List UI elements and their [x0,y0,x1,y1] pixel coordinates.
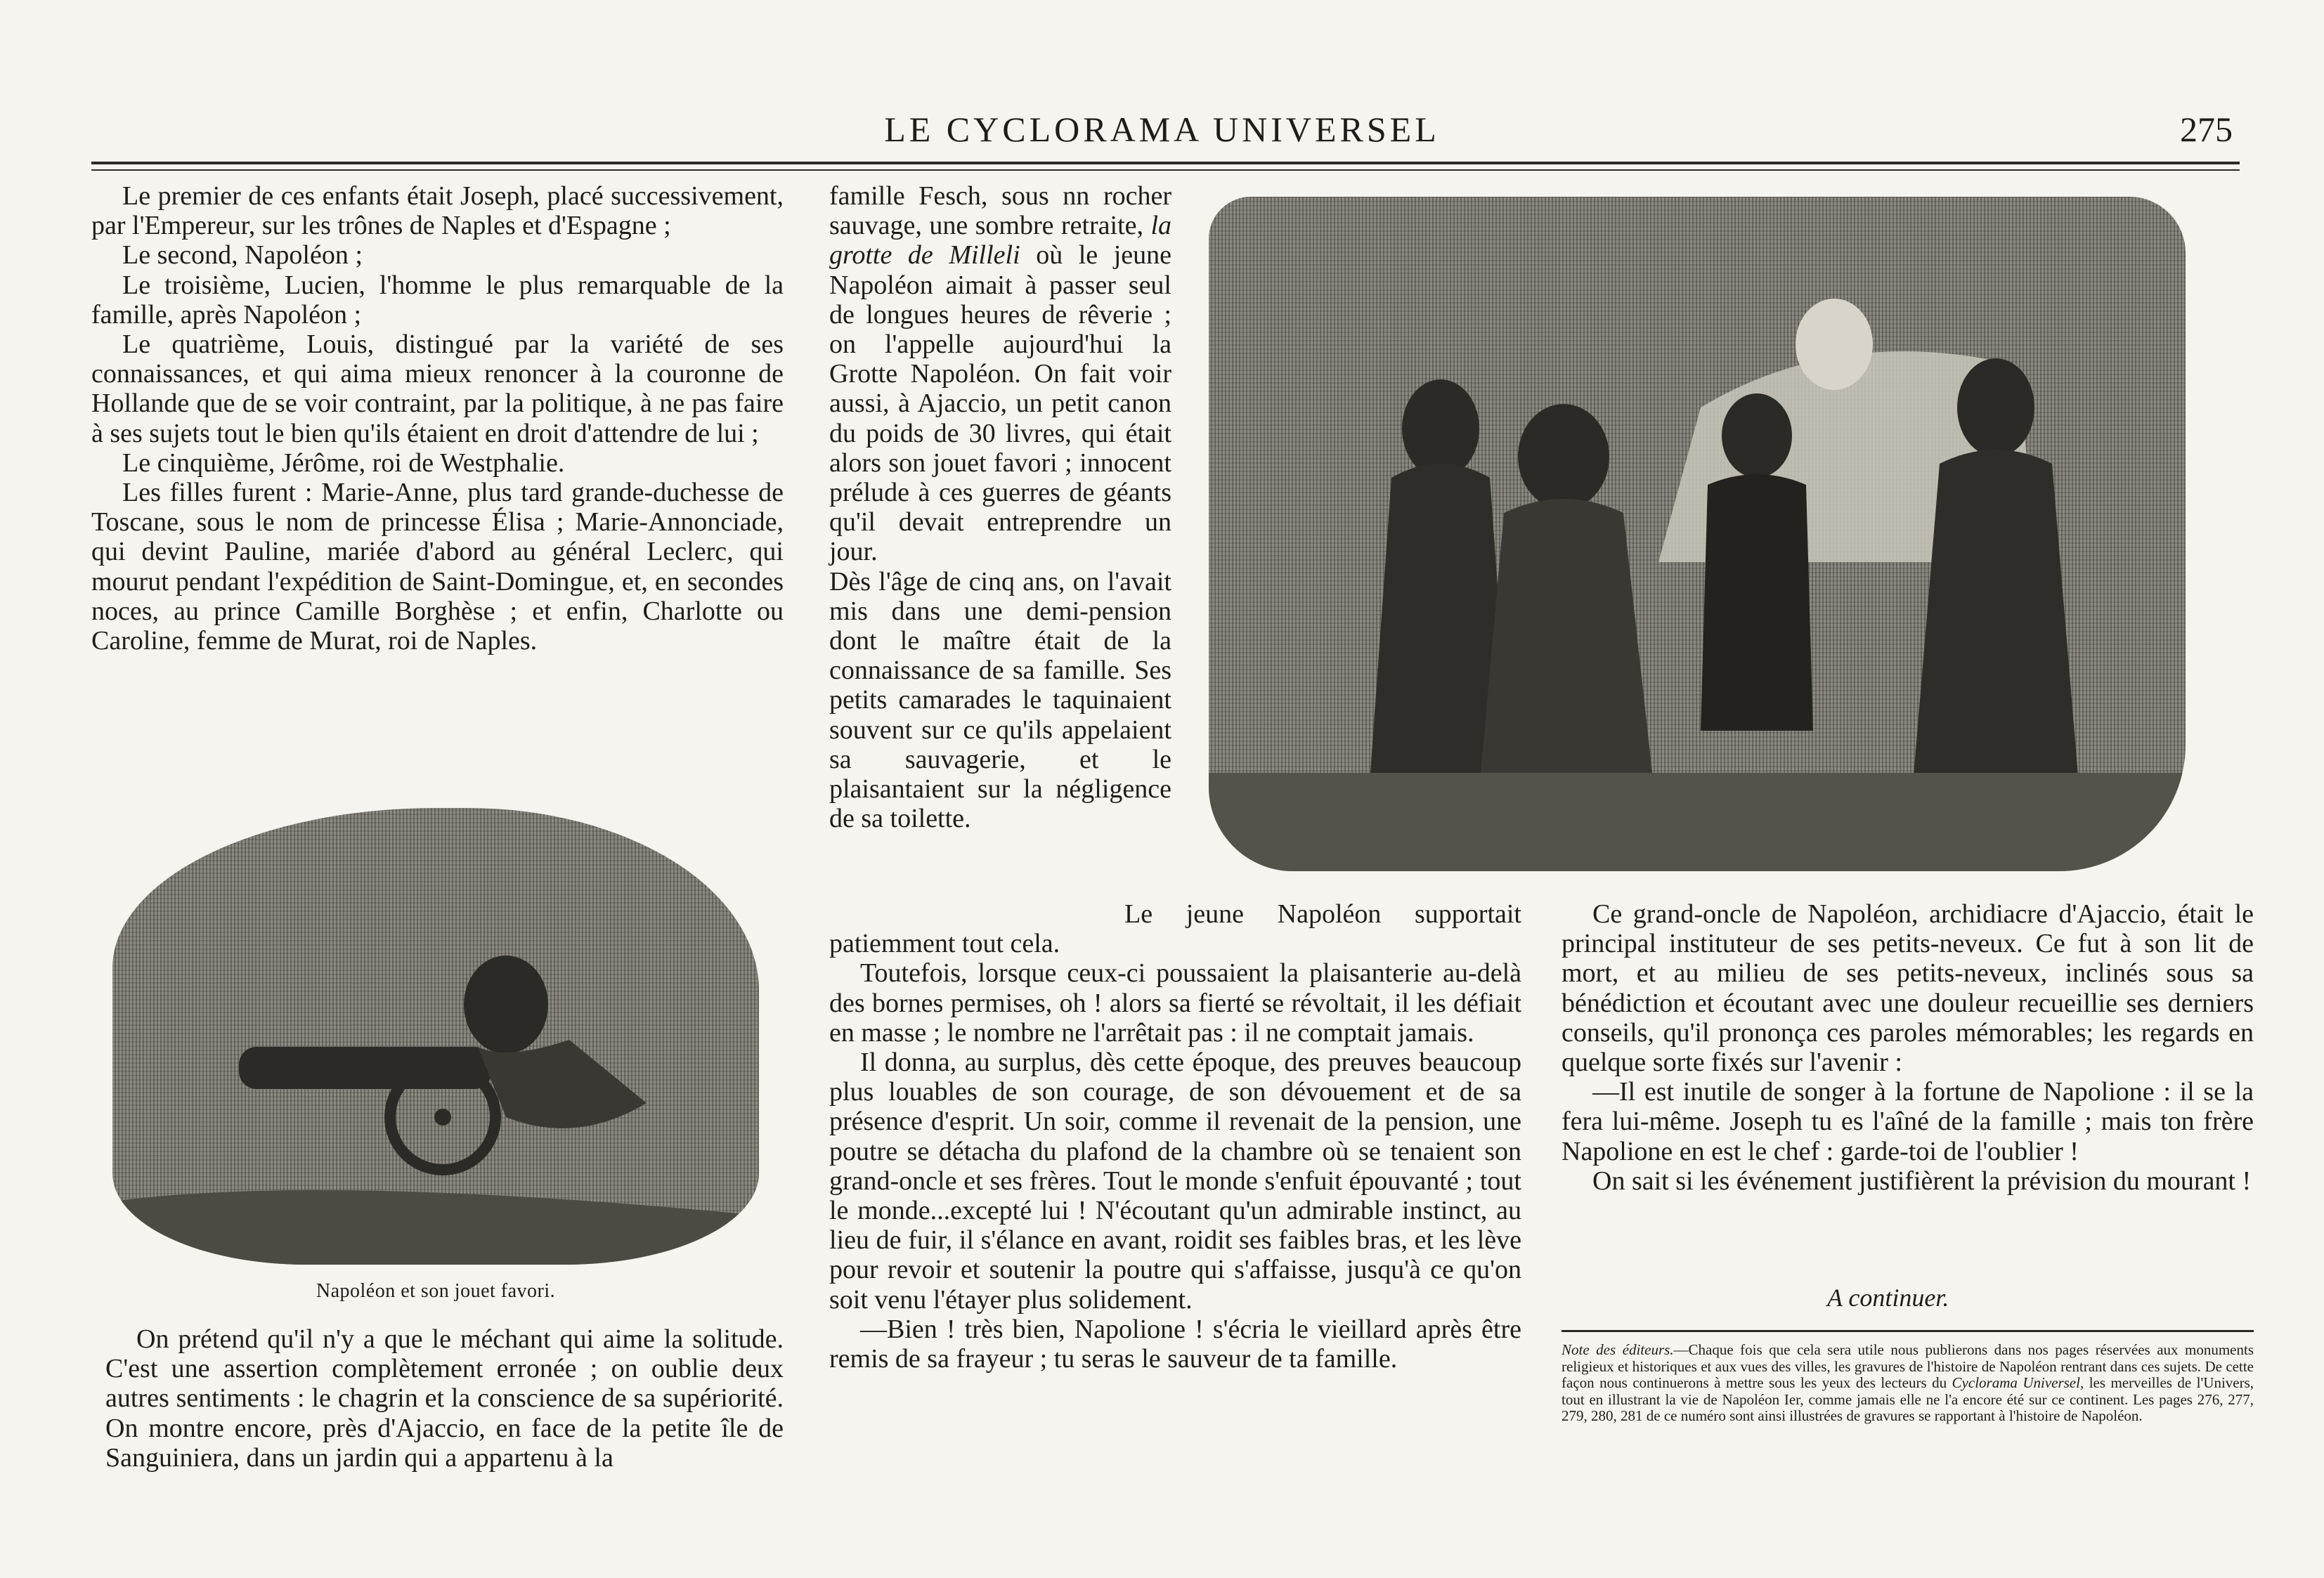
paragraph: Le cinquième, Jérôme, roi de Westphalie. [122,448,565,478]
illustration-deathbed-scene [1209,197,2186,871]
text-run: où le jeune Napoléon aimait à passer seul de longues heures de rêverie ; on l'appelle aujourd'hui la Grotte Napoléon. On fait voir aussi, à Ajaccio, un petit canon du poids de 30 livres, qui était alors son jouet favori ; innocent prélude à ces guerres de géants qu'il devait entreprendre un jour. [829,240,1171,567]
paragraph: Le quatrième, Louis, distingué par la variété de ses connaissances, et qui aima mieux renoncer à la couronne de Hollande que de se voir contraint, par la politique, à ne pas faire à ses sujets tout le bien qu'ils étaient en droit d'attendre de lui ; [91,330,784,448]
paragraph: Dès l'âge de cinq ans, on l'avait mis dans une demi-pension dont le maître était de la connaissance de sa famille. Ses petits camarades le taquinaient souvent sur ce qu'ils appelaient sa sauvagerie, et le plaisantaient sur la négligence de sa toilette. [829,566,1171,834]
paragraph: Le jeune Napoléon supportait patiemment tout cela. [829,899,1521,959]
paragraph: —Il est inutile de songer à la fortune de Napolione : il se la fera lui-même. Joseph tu es l'aîné de la famille ; mais ton frère Napolione en est le chef : garde-toi de l'oublier ! [1562,1077,2254,1166]
paragraph: Les filles furent : Marie-Anne, plus tard grande-duchesse de Toscane, sous le nom de princesse Élisa ; Marie-Annonciade, qui devint Pauline, mariée d'abord au général Leclerc, qui mourut pendant l'expédition de Saint-Domingue, et, en secondes noces, au prince Camille Borghèse ; et enfin, Charlotte ou Caroline, femme de Murat, roi de Naples. [91,478,784,656]
text-run: famille Fesch, sous nn rocher sauvage, une sombre retraite, [829,181,1171,241]
page-number: 275 [2180,110,2233,149]
paragraph: On prétend qu'il n'y a que le méchant qui aime la solitude. C'est une assertion complètement erronée ; on oublie deux autres sentiments : le chagrin et la conscience de sa supériorité. On montre encore, près d'Ajaccio, en face de la petite île de Sanguiniera, dans un jardin qui a appartenu à la [105,1324,784,1473]
paragraph: Toutefois, lorsque ceux-ci poussaient la plaisanterie au-delà des bornes permises, oh ! alors sa fierté se révoltait, il les défiait en masse ; le nombre ne l'arrêtait pas : il ne comptait jamais. [829,958,1521,1048]
column-3 [1562,899,2254,1196]
publication-title: LE CYCLORAMA UNIVERSEL [884,110,1440,149]
illustration-caption: Napoléon et son jouet favori. [316,1280,556,1302]
cannon-icon [112,808,759,1265]
column-1-top [91,181,784,656]
paragraph [829,181,1171,567]
paragraph: Le second, Napoléon ; [122,240,363,270]
publication-name: Cyclorama Universel, [1952,1374,2084,1391]
paragraph: On sait si les événement justifièrent la prévision du mourant ! [1592,1166,2252,1196]
family-scene-icon [1209,197,2186,871]
editor-note-text: —Chaque fois que cela sera utile nous publierons dans nos pages réservées aux monuments religieux et historiques et aux vues des villes, les gravures de l'histoire de Napoléon rentrant dans ces sujets. De cette façon nous continuerons à mettre sous les yeux des lecteurs du [1562,1341,2254,1391]
header-rule-thin [91,169,2240,171]
illustration-boy-with-cannon [112,808,759,1265]
editor-note-label: Note des éditeurs. [1562,1341,1674,1358]
paragraph: Il donna, au surplus, dès cette époque, des preuves beaucoup plus louables de son courage, de son dévouement et de sa présence d'esprit. Un soir, comme il revenait de la pension, une poutre se détacha du plafond de la chambre où se tenaient son grand-oncle et ses frères. Tout le monde s'enfuit épouvanté ; tout le monde...excepté lui ! N'écoutant qu'un admirable instinct, au lieu de fuir, il s'élance en avant, roidit ses faibles bras, et les lève pour revoir et soutenir la poutre qui s'affaisse, jusqu'à ce qu'on soit venu l'étayer plus solidement. [829,1048,1521,1315]
paragraph: Le premier de ces enfants était Joseph, placé successivement, par l'Empereur, sur les trônes de Naples et d'Espagne ; [91,181,784,241]
place-name: la grotte de Milleli [829,211,1171,270]
footnote-rule [1562,1330,2254,1332]
editor-note [1562,1342,2254,1425]
running-header [91,109,2233,162]
continuation-mark: A continuer. [1827,1284,1949,1312]
header-rule [91,162,2240,164]
column-2-narrow [829,181,1171,833]
paragraph: Le troisième, Lucien, l'homme le plus remarquable de la famille, après Napoléon ; [91,270,784,330]
paragraph: Ce grand-oncle de Napoléon, archidiacre d'Ajaccio, était le principal instituteur de ses petits-neveux. Ce fut à son lit de mort, et au milieu de ses petits-neveux, inclinés sous sa bénédiction et écoutant avec une douleur recueillie ses derniers conseils, qu'il prononça ces paroles mémorables; les regards en quelque sorte fixés sur l'avenir : [1562,899,2254,1078]
column-1-bottom [105,1324,784,1473]
editor-note-text: les merveilles de l'Univers, tout en illustrant la vie de Napoléon Ier, comme jamais elle ne l'a encore été sur ce continent. Les pages 276, 277, 279, 280, 281 de ce numéro sont ainsi illustrées de gravures se rapportant à l'histoire de Napoléon. [1562,1374,2254,1424]
paragraph: —Bien ! très bien, Napolione ! s'écria le vieillard après être remis de sa frayeur ; tu seras le sauveur de ta famille. [829,1314,1521,1374]
column-2-wide [829,899,1521,1374]
